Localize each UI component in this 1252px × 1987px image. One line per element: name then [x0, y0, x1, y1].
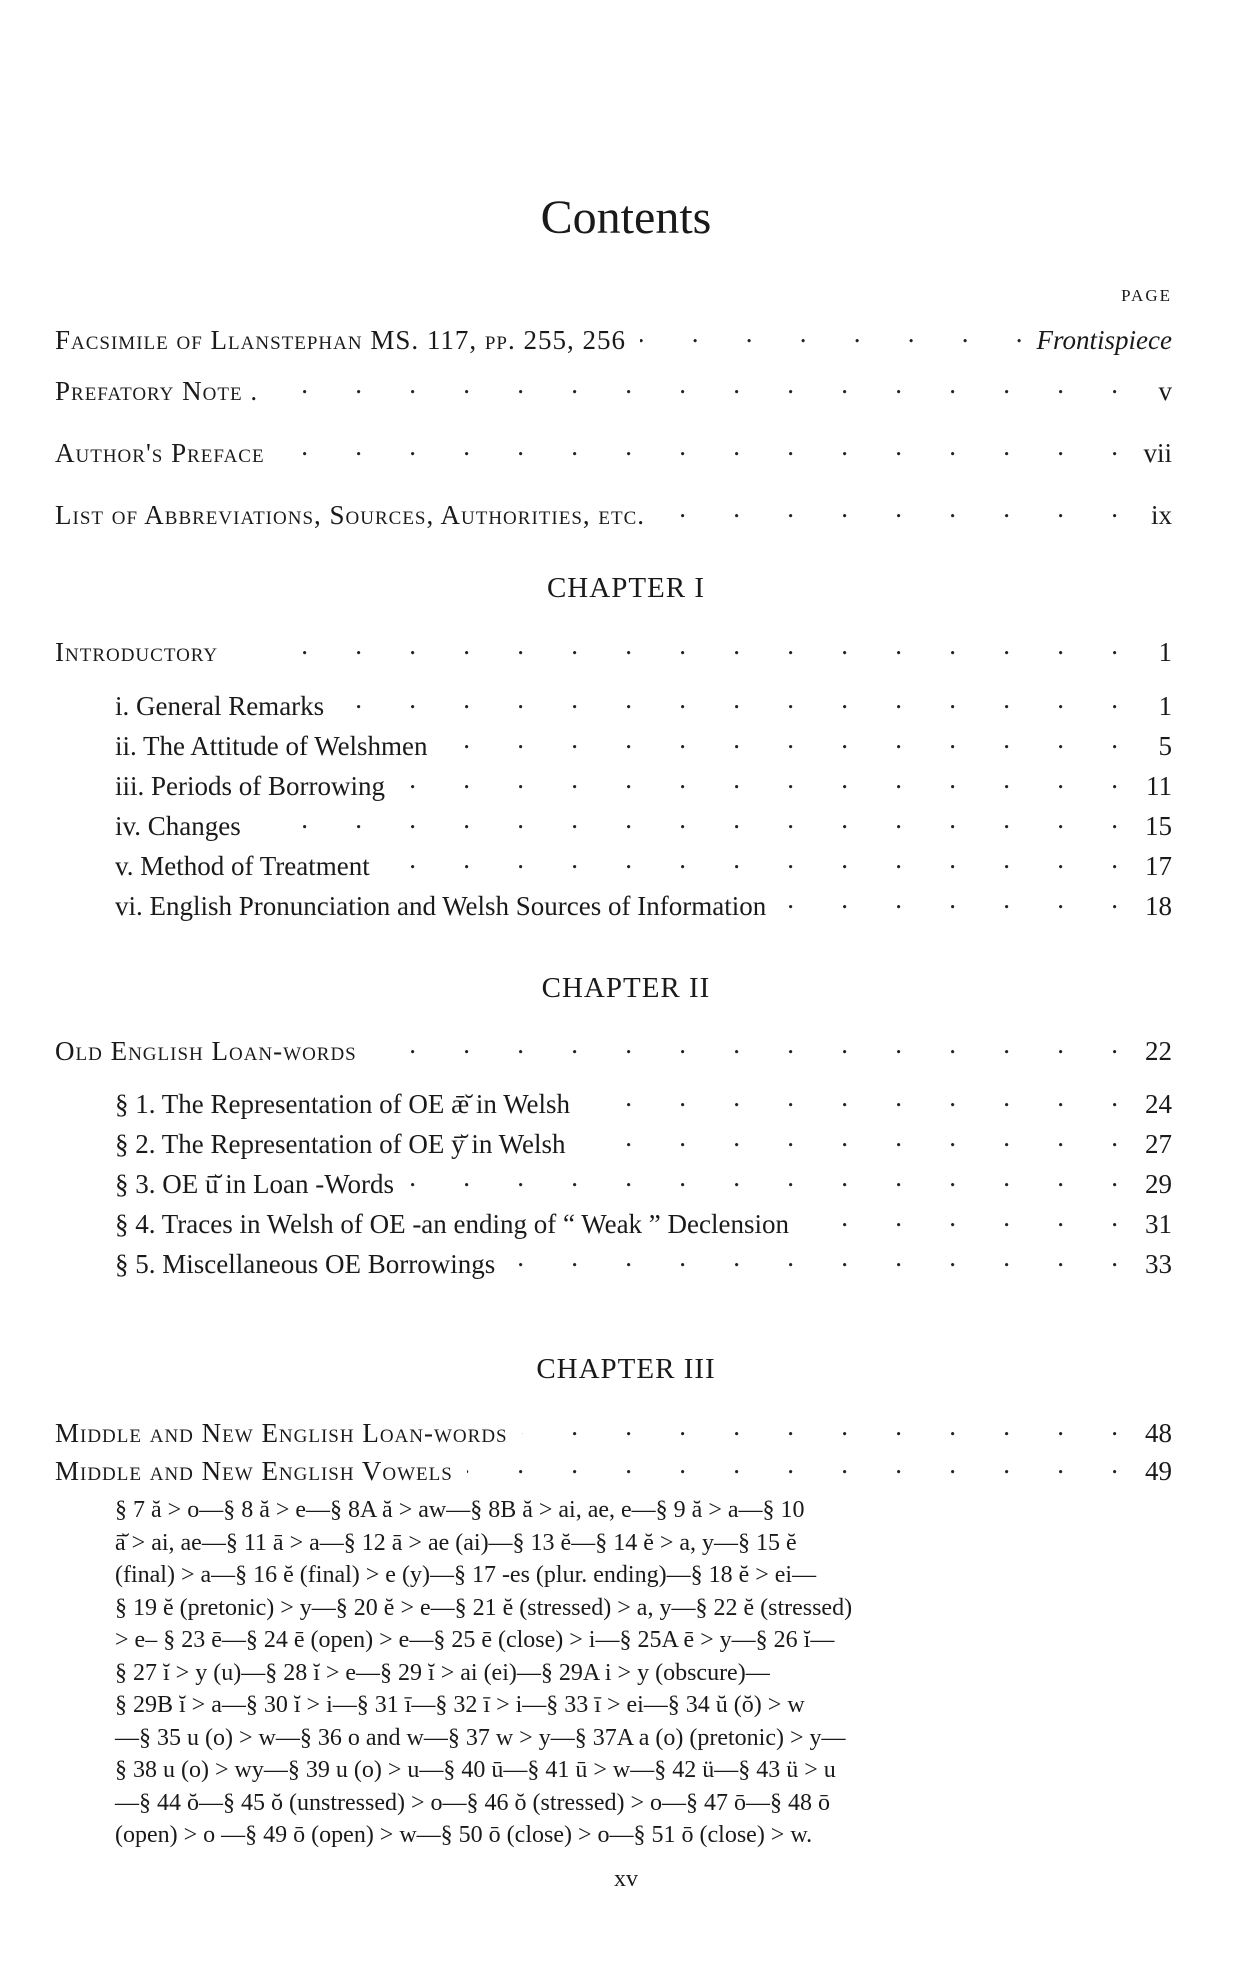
entry-label: Middle and New English Vowels	[55, 1456, 453, 1486]
leader-dots	[232, 630, 1118, 661]
entry-label: § 2. The Representation of OE ȳ̆ in Welsh	[115, 1129, 566, 1159]
leader-dots	[780, 884, 1118, 915]
toc-subentry[interactable]	[115, 844, 1172, 880]
entry-label: List of Abbreviations, Sources, Authorities, etc.	[55, 500, 646, 530]
toc-subentry[interactable]	[115, 684, 1172, 720]
paragraph-line: —§ 35 u (o) > w—§ 36 o and w—§ 37 w > y—§ 37A a (o) (pretonic) > y—	[115, 1724, 846, 1751]
paragraph-line: (open) > o —§ 49 ō (open) > w—§ 50 ō (close) > o—§ 51 ō (close) > w.	[115, 1822, 813, 1848]
entry-page: v	[1158, 376, 1172, 406]
entry-page: 5	[1158, 731, 1172, 761]
leader-dots	[279, 431, 1118, 462]
toc-entry[interactable]	[55, 1449, 1172, 1485]
entry-page: 1	[1158, 637, 1172, 667]
leader-dots	[640, 318, 1023, 349]
entry-page: 29	[1145, 1169, 1172, 1199]
entry-label: iii. Periods of Borrowing	[115, 771, 385, 801]
toc-subentry[interactable]	[115, 804, 1172, 840]
entry-page: 48	[1145, 1418, 1172, 1448]
entry-page: 49	[1145, 1456, 1172, 1486]
toc-subentry[interactable]	[115, 764, 1172, 800]
paragraph-line: —§ 44 ŏ—§ 45 ŏ (unstressed) > o—§ 46 ŏ (stressed) > o—§ 47 ō—§ 48 ō	[115, 1789, 831, 1816]
entry-page: 24	[1145, 1089, 1172, 1119]
toc-subentry[interactable]	[115, 884, 1172, 920]
toc-subentry[interactable]	[115, 1162, 1172, 1198]
toc-entry[interactable]	[55, 369, 1172, 405]
entry-label: v. Method of Treatment	[115, 851, 370, 881]
entry-label: Middle and New English Loan-words	[55, 1418, 508, 1448]
paragraph-line: § 7 ă > o—§ 8 ă > e—§ 8A ă > aw—§ 8B ă > ai, ae, e—§ 9 ă > a—§ 10	[115, 1497, 805, 1523]
entry-page: 1	[1158, 691, 1172, 721]
toc-subentry[interactable]	[115, 1242, 1172, 1278]
leader-dots	[338, 684, 1118, 715]
paragraph-line: ā̆ > ai, ae—§ 11 ā > a—§ 12 ā > ae (ai)—§ 13 ĕ—§ 14 ĕ > a, y—§ 15 ĕ	[115, 1529, 797, 1556]
entry-label: § 5. Miscellaneous OE Borrowings	[115, 1249, 496, 1279]
chapter-heading: CHAPTER I	[546, 572, 706, 604]
toc-entry[interactable]	[55, 630, 1172, 666]
entry-page: 15	[1145, 811, 1172, 841]
paragraph-line: > e– § 23 ē—§ 24 ē (open) > e—§ 25 ē (close) > i—§ 25A ē > y—§ 26 ĭ—	[115, 1627, 835, 1653]
paragraph-line: § 29B ĭ > a—§ 30 ĭ > i—§ 31 ī—§ 32 ī > i—§ 33 ī > ei—§ 34 ŭ (ŏ) > w	[115, 1692, 805, 1718]
paragraph-line: (final) > a—§ 16 ĕ (final) > e (y)—§ 17 -es (plur. ending)—§ 18 ĕ > ei—	[115, 1562, 817, 1588]
leader-dots	[522, 1411, 1118, 1442]
paragraph-line: § 38 u (o) > wy—§ 39 u (o) > u—§ 40 ū—§ 41 ū > w—§ 42 ü—§ 43 ü > u	[115, 1757, 836, 1783]
entry-page: 17	[1145, 851, 1172, 881]
entry-label: Facsimile of Llanstephan MS. 117, pp. 255, 256	[55, 325, 626, 355]
entry-page: ix	[1150, 500, 1172, 530]
toc-entry[interactable]	[55, 493, 1172, 529]
leader-dots	[255, 804, 1118, 835]
leader-dots	[408, 1162, 1118, 1193]
entry-label: vi. English Pronunciation and Welsh Sources of Information	[115, 891, 767, 921]
entry-label: Author's Preface	[55, 438, 265, 468]
leader-dots	[659, 493, 1118, 524]
entry-label: i. General Remarks	[115, 691, 325, 721]
entry-label: iv. Changes	[115, 811, 241, 841]
toc-entry[interactable]	[55, 1411, 1172, 1447]
toc-entry[interactable]	[55, 431, 1172, 467]
toc-subentry[interactable]	[115, 1202, 1172, 1238]
leader-dots	[467, 1449, 1118, 1480]
entry-page: 27	[1145, 1129, 1172, 1159]
entry-page: vii	[1143, 438, 1172, 468]
entry-label: § 1. The Representation of OE ǣ̆ in Welsh	[115, 1089, 571, 1119]
entry-label: Old English Loan-words	[55, 1036, 357, 1066]
leader-dots	[399, 764, 1118, 795]
leader-dots	[584, 1082, 1118, 1113]
entry-label: § 3. OE ū̆ in Loan -Words	[115, 1169, 395, 1199]
toc-entry[interactable]	[55, 1029, 1172, 1065]
leader-dots	[371, 1029, 1118, 1060]
entry-label: Introductory	[55, 637, 219, 667]
entry-label: ii. The Attitude of Welshmen	[115, 731, 428, 761]
leader-dots	[384, 844, 1118, 875]
entry-label: Prefatory Note .	[55, 376, 259, 406]
entry-page: 11	[1146, 771, 1172, 801]
toc-subentry[interactable]	[115, 724, 1172, 760]
paragraph-line: § 27 ĭ > y (u)—§ 28 ĭ > e—§ 29 ĭ > ai (ei)—§ 29A i > y (obscure)—	[115, 1659, 770, 1686]
leader-dots	[509, 1242, 1118, 1273]
leader-dots	[442, 724, 1118, 755]
entry-label: § 4. Traces in Welsh of OE -an ending of “ Weak ” Declension	[115, 1209, 789, 1239]
chapter-heading: CHAPTER II	[541, 972, 711, 1004]
toc-subentry[interactable]	[115, 1082, 1172, 1118]
toc-subentry[interactable]	[115, 1122, 1172, 1158]
page-title: Contents	[540, 191, 712, 244]
entry-page: 22	[1145, 1036, 1172, 1066]
page-number: xv	[614, 1866, 638, 1892]
paragraph-line: § 19 ĕ (pretonic) > y—§ 20 ĕ > e—§ 21 ĕ (stressed) > a, y—§ 22 ĕ (stressed)	[115, 1594, 853, 1621]
leader-dots	[803, 1202, 1118, 1233]
chapter-heading: CHAPTER III	[536, 1353, 716, 1385]
toc-entry[interactable]	[55, 318, 1172, 354]
entry-page: 33	[1145, 1249, 1172, 1279]
leader-dots	[580, 1122, 1119, 1153]
leader-dots	[272, 369, 1118, 400]
entry-page: 18	[1145, 891, 1172, 921]
page-column-header: PAGE	[1121, 286, 1172, 305]
vowel-sections-paragraph	[115, 1494, 1090, 1852]
entry-page: 31	[1145, 1209, 1172, 1239]
entry-page: Frontispiece	[1036, 325, 1172, 355]
